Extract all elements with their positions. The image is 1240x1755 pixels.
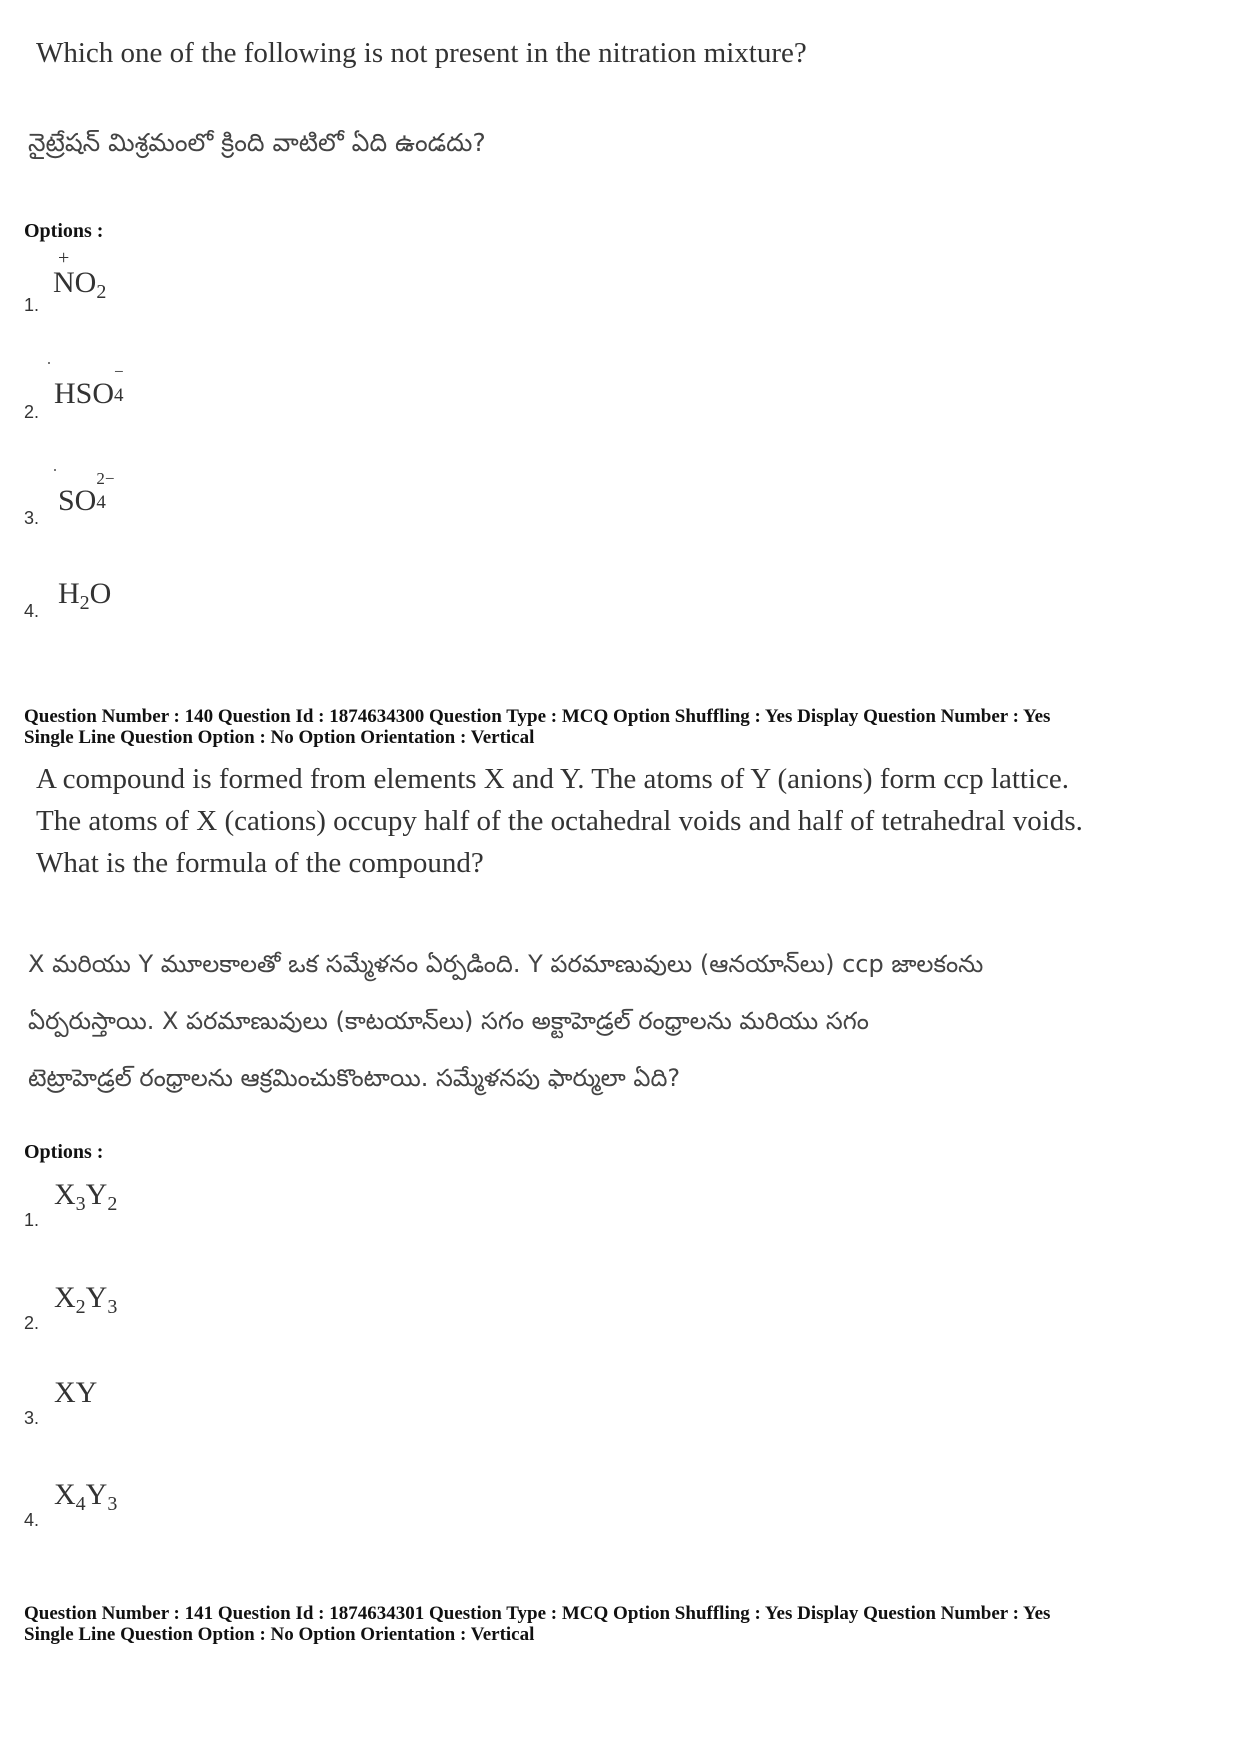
formula-base: H bbox=[58, 577, 80, 610]
question-meta-line: Question Number : 140 Question Id : 1874634300 Question Type : MCQ Option Shuffling : Yes Display Question Number : Yes bbox=[24, 706, 1051, 727]
options-label: Options : bbox=[24, 220, 104, 242]
formula-base: O bbox=[89, 577, 112, 610]
option-number: 1. bbox=[24, 295, 40, 315]
formula-base: X bbox=[54, 1281, 76, 1314]
option-formula[interactable] bbox=[54, 1478, 117, 1516]
sup-sub-stack bbox=[114, 362, 132, 406]
option-number: 2. bbox=[24, 1313, 40, 1333]
question-text-te-line: X మరియు Y మూలకాలతో ఒక సమ్మేళనం ఏర్పడింది. Y పరమాణువులు (ఆనయాన్‌లు) ccp జాలకంను bbox=[28, 950, 984, 978]
formula-superscript: 2− bbox=[96, 469, 115, 488]
formula-base: SO bbox=[58, 484, 97, 517]
option-formula[interactable] bbox=[58, 577, 111, 615]
option-number: 4. bbox=[24, 601, 40, 621]
question-text-te-line: ఏర్పరుస్తాయి. X పరమాణువులు (కాటయాన్‌లు) సగం అక్టాహెడ్రల్ రంధ్రాలను మరియు సగం bbox=[28, 1007, 869, 1035]
question-text-te-line: టెట్రాహెడ్రల్ రంధ్రాలను ఆక్రమించుకొంటాయి. సమ్మేళనపు ఫార్ములా ఏది? bbox=[28, 1064, 681, 1092]
formula-base: Y bbox=[85, 1478, 108, 1511]
question-text-en: Which one of the following is not present in the nitration mixture? bbox=[36, 37, 807, 69]
formula-base: X bbox=[54, 1478, 76, 1511]
formula-subscript: 2 bbox=[96, 281, 107, 303]
stray-dot bbox=[48, 362, 50, 364]
question-text-en-line: What is the formula of the compound? bbox=[36, 847, 484, 879]
question-text-en-line: A compound is formed from elements X and Y. The atoms of Y (anions) form ccp lattice. bbox=[36, 763, 1070, 795]
formula-subscript: 2 bbox=[79, 592, 90, 614]
formula-base: HSO bbox=[54, 377, 115, 410]
question-meta-line: Question Number : 141 Question Id : 1874634301 Question Type : MCQ Option Shuffling : Yes Display Question Number : Yes bbox=[24, 1603, 1051, 1624]
option-number: 2. bbox=[24, 402, 40, 422]
question-text-te: నైట్రేషన్ మిశ్రమంలో క్రింది వాటిలో ఏది ఉండదు? bbox=[28, 128, 486, 157]
option-number: 4. bbox=[24, 1510, 40, 1530]
options-label: Options : bbox=[24, 1141, 104, 1163]
option-formula[interactable] bbox=[54, 1376, 97, 1410]
option-formula[interactable] bbox=[58, 469, 122, 518]
option-formula[interactable] bbox=[54, 1178, 117, 1216]
formula-subscript: 3 bbox=[107, 1296, 118, 1318]
question-meta-line: Single Line Question Option : No Option Orientation : Vertical bbox=[24, 727, 535, 748]
charge-mark: + bbox=[58, 247, 70, 269]
option-number: 3. bbox=[24, 1408, 40, 1428]
formula-subscript: 4 bbox=[96, 492, 106, 513]
question-text-en-line: The atoms of X (cations) occupy half of the octahedral voids and half of tetrahedral voids. bbox=[36, 805, 1083, 837]
formula-base: XY bbox=[54, 1376, 98, 1409]
sup-sub-stack bbox=[96, 469, 122, 513]
formula-superscript: − bbox=[114, 362, 124, 381]
formula-base: Y bbox=[85, 1281, 108, 1314]
formula-base: NO bbox=[53, 266, 97, 299]
option-formula[interactable] bbox=[53, 266, 106, 304]
formula-subscript: 4 bbox=[114, 385, 124, 406]
formula-subscript: 3 bbox=[107, 1493, 118, 1515]
formula-subscript: 3 bbox=[75, 1193, 86, 1215]
stray-dot bbox=[54, 469, 56, 471]
option-number: 1. bbox=[24, 1210, 40, 1230]
formula-subscript: 2 bbox=[75, 1296, 86, 1318]
formula-subscript: 4 bbox=[75, 1493, 86, 1515]
formula-base: Y bbox=[85, 1178, 108, 1211]
formula-base: X bbox=[54, 1178, 76, 1211]
formula-subscript: 2 bbox=[107, 1193, 118, 1215]
option-formula[interactable] bbox=[54, 1281, 117, 1319]
question-meta-line: Single Line Question Option : No Option Orientation : Vertical bbox=[24, 1624, 535, 1645]
option-formula[interactable] bbox=[54, 362, 132, 411]
option-number: 3. bbox=[24, 508, 40, 528]
